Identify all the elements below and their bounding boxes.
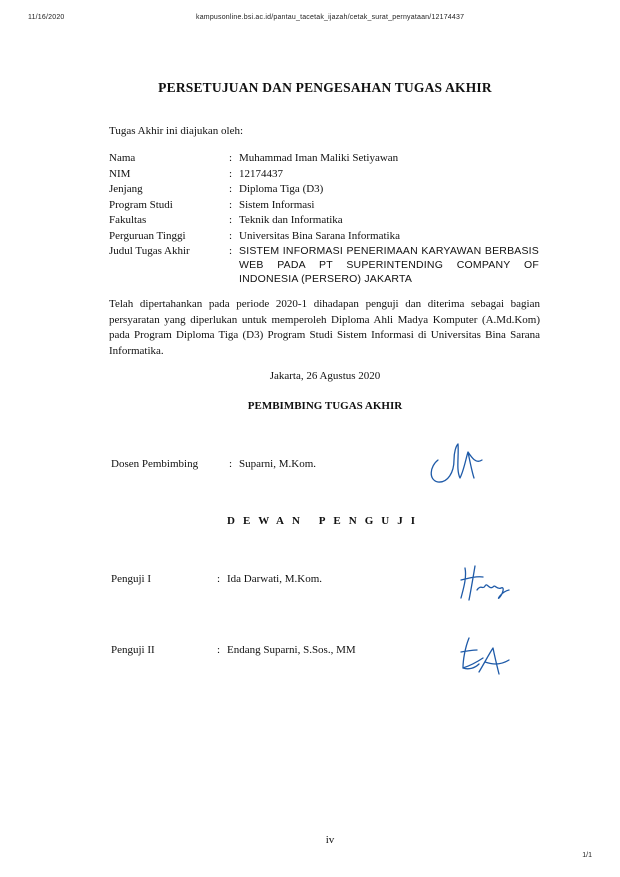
penguji-2-name: Endang Suparni, S.Sos., MM	[227, 644, 356, 656]
field-value: Teknik dan Informatika	[239, 214, 343, 226]
document-title: PERSETUJUAN DAN PENGESAHAN TUGAS AKHIR	[158, 80, 492, 95]
penguji-2-row	[111, 644, 356, 656]
field-row-nama	[109, 151, 539, 167]
pembimbing-colon: :	[229, 458, 233, 470]
field-row-program-studi	[109, 198, 539, 214]
place-date: Jakarta, 26 Agustus 2020	[269, 370, 381, 382]
penguji-1-colon: :	[217, 573, 221, 585]
field-label: Fakultas	[109, 214, 147, 226]
pembimbing-name: Suparni, M.Kom.	[239, 458, 316, 470]
field-label: Judul Tugas Akhir	[109, 245, 190, 257]
field-value: Universitas Bina Sarana Informatika	[239, 229, 400, 242]
print-date: 11/16/2020	[28, 14, 65, 21]
field-colon: :	[229, 229, 233, 242]
field-row-fakultas	[109, 213, 539, 229]
approval-statement: Telah dipertahankan pada periode 2020-1 dihadapan penguji dan diterima sebagai bagian persyaratan yang diperlukan untuk memperoleh Diploma Ahli Madya Komputer (A.Md.Kom) pada Program Diploma Tiga (D3) Program Studi Sistem Informasi di Universitas Bina Sarana Informatika.	[109, 298, 540, 357]
field-value: 12174437	[239, 167, 283, 180]
print-url: kampusonline.bsi.ac.id/pantau_tacetak_ijazah/cetak_surat_pernyataan/12174437	[196, 14, 465, 21]
thesis-title-value: SISTEM INFORMASI PENERIMAAN KARYAWAN BERBASIS WEB PADA PT SUPERINTENDING COMPANY OF INDONESIA (PERSERO) JAKARTA	[239, 245, 539, 285]
field-row-jenjang	[109, 182, 539, 198]
pembimbing-signature	[424, 438, 494, 488]
penguji-2-colon: :	[217, 644, 221, 656]
penguji-1-name: Ida Darwati, M.Kom.	[227, 573, 323, 585]
field-colon: :	[229, 183, 233, 195]
field-label: Perguruan Tinggi	[109, 229, 186, 242]
pembimbing-label: Dosen Pembimbing	[111, 458, 199, 470]
print-page-counter: 1/1	[582, 852, 592, 859]
penguji-1-row	[111, 573, 322, 585]
field-value: Diploma Tiga (D3)	[239, 183, 324, 195]
field-row-perguruan-tinggi	[109, 229, 539, 245]
pembimbing-heading: PEMBIMBING TUGAS AKHIR	[247, 400, 403, 412]
field-value: Sistem Informasi	[239, 198, 315, 211]
penguji-2-signature	[455, 632, 515, 677]
field-label: Nama	[109, 152, 136, 164]
penguji-2-label: Penguji II	[111, 644, 155, 656]
field-row-judul	[109, 244, 539, 286]
page-number: iv	[325, 834, 335, 846]
field-colon: :	[229, 167, 233, 180]
field-label: NIM	[109, 167, 131, 180]
field-row-nim	[109, 167, 539, 183]
field-value: Muhammad Iman Maliki Setiyawan	[239, 152, 399, 164]
field-colon: :	[229, 245, 233, 257]
student-info-table	[109, 151, 539, 286]
penguji-1-label: Penguji I	[111, 573, 152, 585]
field-label: Jenjang	[109, 183, 143, 195]
field-colon: :	[229, 214, 233, 226]
penguji-1-signature	[455, 560, 515, 605]
field-colon: :	[229, 152, 233, 164]
field-colon: :	[229, 198, 233, 211]
dewan-penguji-heading: DEWAN PENGUJI	[227, 515, 423, 527]
field-label: Program Studi	[109, 198, 173, 211]
intro-text: Tugas Akhir ini diajukan oleh:	[109, 125, 244, 137]
pembimbing-row	[111, 458, 316, 470]
